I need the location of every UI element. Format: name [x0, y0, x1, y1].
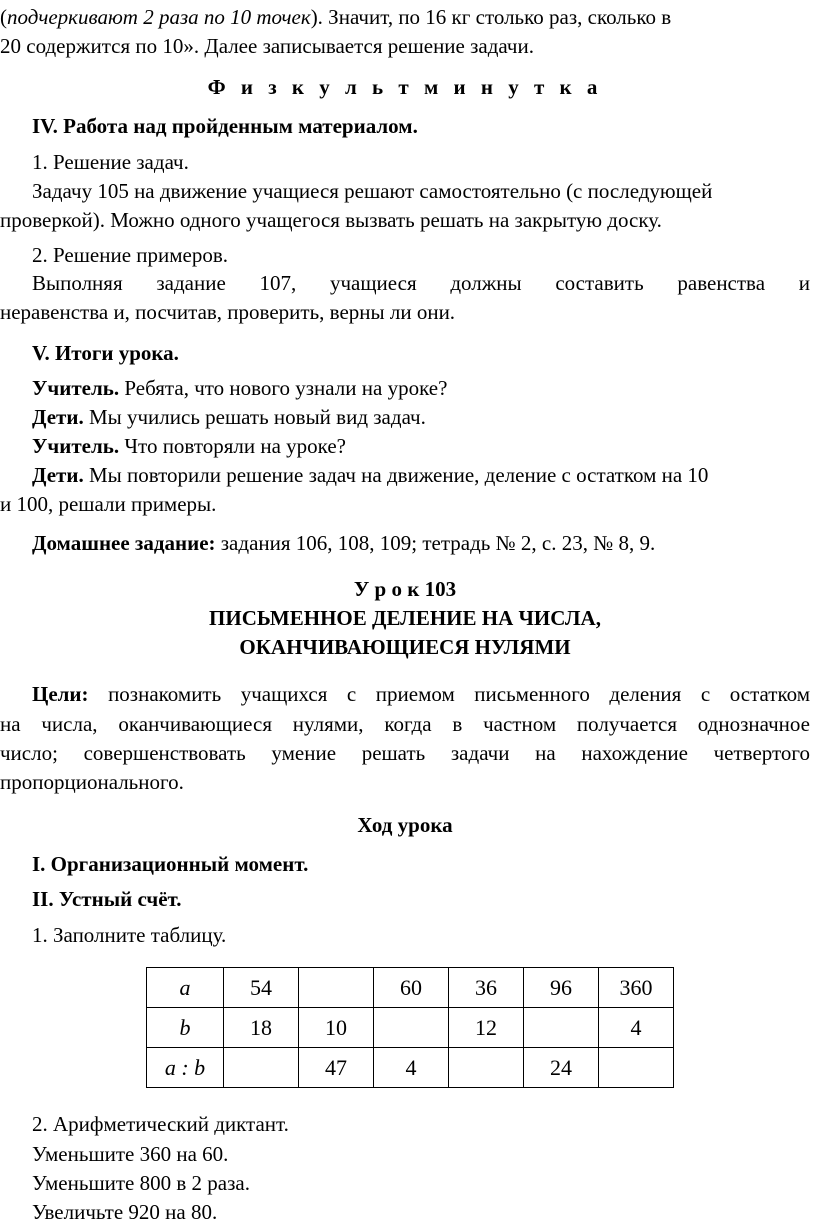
lesson-title-line-2: ОКАНЧИВАЮЩИЕСЯ НУЛЯМИ	[239, 635, 571, 659]
table-cell: 47	[299, 1048, 374, 1088]
table-cell: 4	[599, 1008, 674, 1048]
table-cell	[599, 1048, 674, 1088]
intro-line-1	[0, 2, 810, 32]
dialogue-line-3	[32, 431, 810, 461]
table-row	[147, 1008, 674, 1048]
table-cell: 10	[299, 1008, 374, 1048]
dialogue-line-2	[32, 402, 810, 432]
speaker-teacher: Учитель.	[32, 376, 120, 400]
dialogue-text: Мы повторили решение задач на движение, деление с остатком на 10	[83, 463, 709, 487]
table-row	[147, 1048, 674, 1088]
dialogue-text: Ребята, что нового узнали на уроке?	[119, 376, 448, 400]
table-cell	[374, 1008, 449, 1048]
homework-line	[32, 528, 810, 558]
goals-line-3: число; совершенствовать умение решать задачи на нахождение четвертого	[0, 741, 810, 765]
section-4-item-1: 1. Решение задач.	[32, 150, 189, 174]
goals-label: Цели:	[32, 682, 89, 706]
homework-label: Домашнее задание:	[32, 531, 216, 555]
table-cell	[299, 968, 374, 1008]
goals-line-4: пропорционального.	[0, 770, 184, 794]
section-4-item-2: 2. Решение примеров.	[32, 243, 229, 267]
dialogue-line-4-cont: и 100, решали примеры.	[0, 492, 217, 516]
task-2-title: 2. Арифметический диктант.	[32, 1112, 289, 1136]
homework-text: задания 106, 108, 109; тетрадь № 2, с. 23, № 8, 9.	[215, 531, 656, 555]
table-cell: 24	[524, 1048, 599, 1088]
intro-italic-text: подчеркивают 2 раза по 10 точек	[7, 5, 311, 29]
dictation-line-2: Уменьшите 800 в 2 раза.	[32, 1171, 250, 1195]
section-4-item-1-text-2: проверкой). Можно одного учащегося вызвать решать на закрытую доску.	[0, 208, 662, 232]
dialogue-text: Мы учились решать новый вид задач.	[83, 405, 426, 429]
section-4-item-1-text-1: Задачу 105 на движение учащиеся решают самостоятельно (с последующей	[32, 179, 713, 203]
section-2-title: II. Устный счёт.	[32, 887, 182, 911]
lesson-number: У р о к 103	[353, 577, 457, 601]
table-row-header: b	[147, 1008, 224, 1048]
section-5-title: V. Итоги урока.	[32, 341, 179, 365]
goals-line-1	[32, 679, 810, 709]
table-cell: 96	[524, 968, 599, 1008]
goals-text: познакомить учащихся с приемом письменного деления с остатком	[88, 682, 810, 706]
goals-line-2: на числа, оканчивающиеся нулями, когда в частном получается однозначное	[0, 712, 810, 736]
intro-paren: (	[0, 5, 7, 29]
table-cell: 54	[224, 968, 299, 1008]
course-title: Ход урока	[357, 813, 453, 837]
section-4-item-2-text-1: Выполняя задание 107, учащиеся должны составить равенства и	[32, 271, 810, 295]
table-cell: 60	[374, 968, 449, 1008]
table-row-header: a : b	[147, 1048, 224, 1088]
table-cell: 12	[449, 1008, 524, 1048]
dictation-line-1: Уменьшите 360 на 60.	[32, 1142, 229, 1166]
dialogue-line-4	[32, 460, 810, 490]
section-1-title: I. Организационный момент.	[32, 852, 309, 876]
dictation-line-3: Увеличьте 920 на 80.	[32, 1200, 218, 1224]
table-cell: 36	[449, 968, 524, 1008]
speaker-children: Дети.	[32, 405, 84, 429]
table-cell	[224, 1048, 299, 1088]
table-cell: 4	[374, 1048, 449, 1088]
table-cell: 18	[224, 1008, 299, 1048]
section-4-title: IV. Работа над пройденным материалом.	[32, 114, 418, 138]
table-cell: 360	[599, 968, 674, 1008]
table-row	[147, 968, 674, 1008]
table-cell	[449, 1048, 524, 1088]
fizminutka-heading: Ф и з к у л ь т м и н у т к а	[207, 75, 603, 99]
speaker-children: Дети.	[32, 463, 84, 487]
intro-text: ). Значит, по 16 кг столько раз, сколько в	[310, 5, 672, 29]
dialogue-line-1	[32, 373, 810, 403]
table-cell	[524, 1008, 599, 1048]
intro-line-2: 20 содержится по 10». Далее записывается решение задачи.	[0, 34, 534, 58]
dialogue-text: Что повторяли на уроке?	[119, 434, 346, 458]
lesson-title-line-1: ПИСЬМЕННОЕ ДЕЛЕНИЕ НА ЧИСЛА,	[209, 606, 601, 630]
section-4-item-2-text-2: неравенства и, посчитав, проверить, верны ли они.	[0, 300, 456, 324]
table-row-header: a	[147, 968, 224, 1008]
fill-table	[146, 967, 674, 1088]
task-1-title: 1. Заполните таблицу.	[32, 923, 227, 947]
speaker-teacher: Учитель.	[32, 434, 120, 458]
